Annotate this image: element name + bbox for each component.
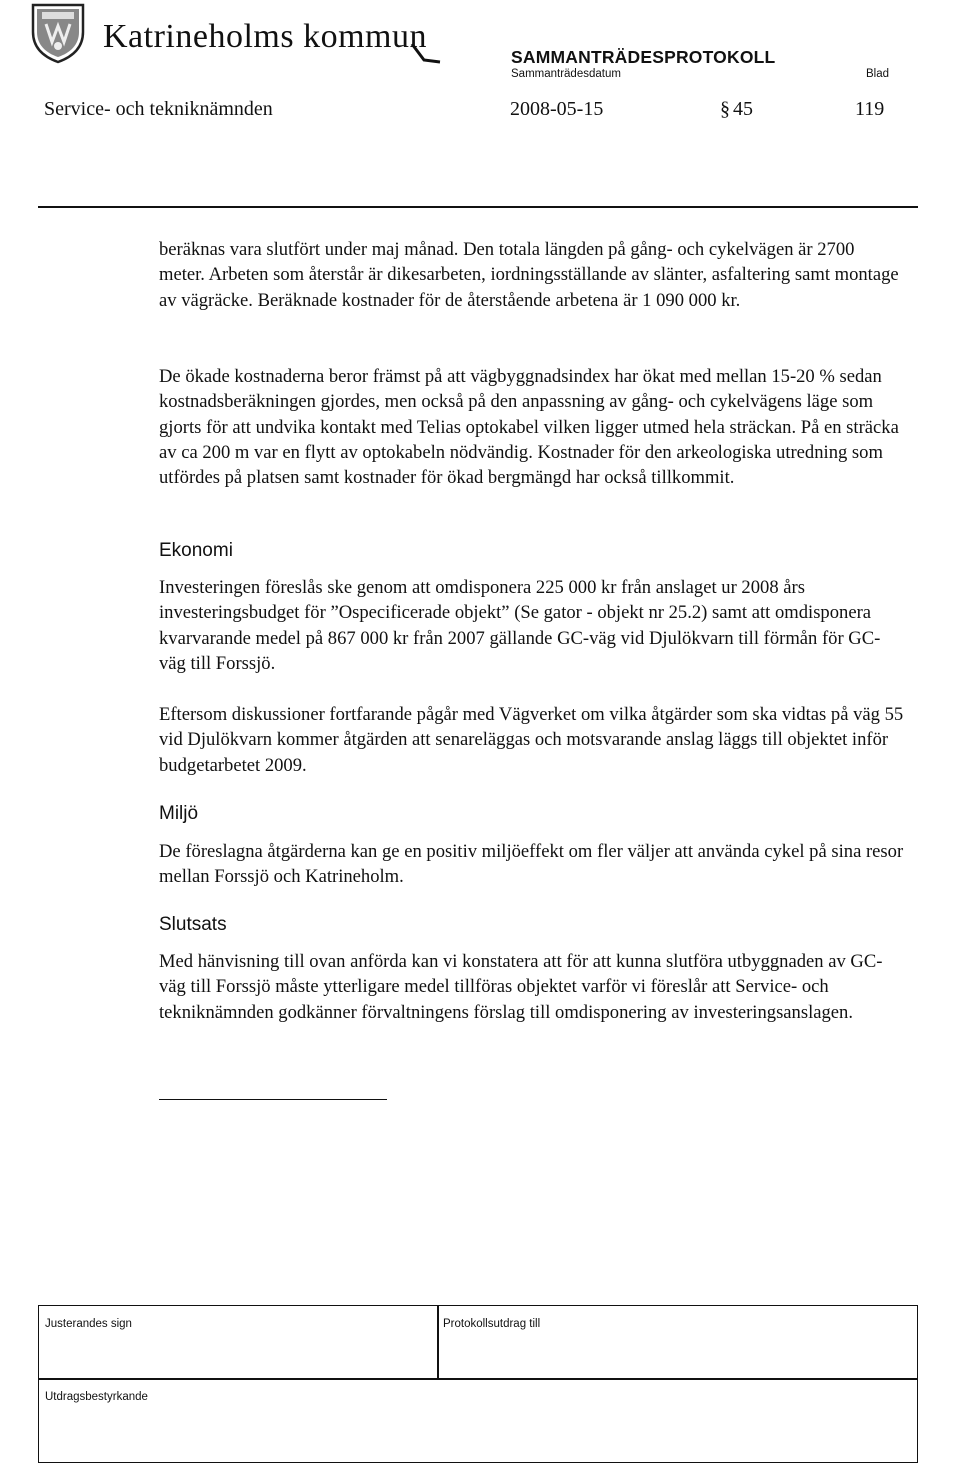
table-divider-vertical [437, 1306, 439, 1378]
heading-miljo: Miljö [159, 803, 199, 824]
logo-swoosh-icon [410, 38, 442, 64]
page-caption: Blad [866, 68, 890, 80]
document-type: SAMMANTRÄDESPROTOKOLL [511, 47, 776, 67]
table-divider-horizontal [39, 1378, 917, 1380]
paragraph-vagverket: Eftersom diskussioner fortfarande pågår med Vägverket om vilka åtgärder som ska vidtas på väg 55 vid Djulökvarn kommer åtgärden att senareläggas och motsvarande anslag läggs till objektet inför budgetarbetet 2009. [159, 704, 904, 776]
signature-table [38, 1305, 918, 1463]
heading-ekonomi: Ekonomi [159, 540, 233, 561]
municipal-crest-icon [30, 2, 86, 64]
committee-name: Service- och tekniknämnden [44, 98, 273, 120]
date-caption: Sammanträdesdatum [511, 68, 621, 80]
municipality-logo-text: Katrineholms kommun [103, 18, 427, 55]
paragraph-miljo: De föreslagna åtgärderna kan ge en positiv miljöeffekt om fler väljer att använda cykel på sina resor mellan Forssjö och Katrineholm. [159, 841, 904, 888]
justerandes-sign-label: Justerandes sign [45, 1318, 132, 1330]
meeting-date: 2008-05-15 [510, 98, 604, 120]
utdragsbestyrkande-label: Utdragsbestyrkande [45, 1391, 148, 1403]
paragraph-number: 45 [733, 98, 753, 120]
paragraph-ekonomi: Investeringen föreslås ske genom att omdisponera 225 000 kr från anslaget ur 2008 års investeringsbudget för ”Ospecificerade objekt” (Se gator - objekt nr 25.2) samt att omdisponera kvarvarande medel på 867 000 kr från 2007 gällande GC-väg vid Djulökvarn till förmån för GC-väg till Forssjö. [159, 577, 881, 674]
paragraph-slutsats: Med hänvisning till ovan anförda kan vi konstatera att för att kunna slutföra utbyggnaden av GC-väg till Forssjö måste ytterligare medel tillföras objektet varför vi föreslår att Service- och tekniknämnden godkänner förvaltningens förslag till omdisponering av investeringsanslagen. [159, 951, 883, 1023]
heading-slutsats: Slutsats [159, 914, 227, 935]
paragraph-status: beräknas vara slutfört under maj månad. Den totala längden på gång- och cykelvägen är 2700 meter. Arbeten som återstår är dikesarbeten, iordningsställande av slänter, asfaltering samt montage av vägräcke. Beräknade kostnader för de återstående arbetena är 1 090 000 kr. [159, 239, 899, 311]
paragraph-cost-increase: De ökade kostnaderna beror främst på att vägbyggnadsindex har ökat med mellan 15-20 % sedan kostnadsberäkningen gjordes, men också på den anpassning av gång- och cykelvägens läge som gjorts för att undvika kontakt med Telias optokabel vilken ligger utmed hela sträckan. På en sträcka av ca 200 m var en flytt av optokabeln nödvändig. Kostnader för den arkeologiska utredning som utfördes på platsen samt kostnader för ökad bergmängd har också tillkommit. [159, 366, 899, 489]
signature-line [159, 1099, 387, 1100]
page-number: 119 [855, 98, 885, 120]
protokollsutdrag-label: Protokollsutdrag till [443, 1318, 541, 1330]
paragraph-sign: § [720, 98, 730, 120]
header-divider [38, 206, 918, 208]
